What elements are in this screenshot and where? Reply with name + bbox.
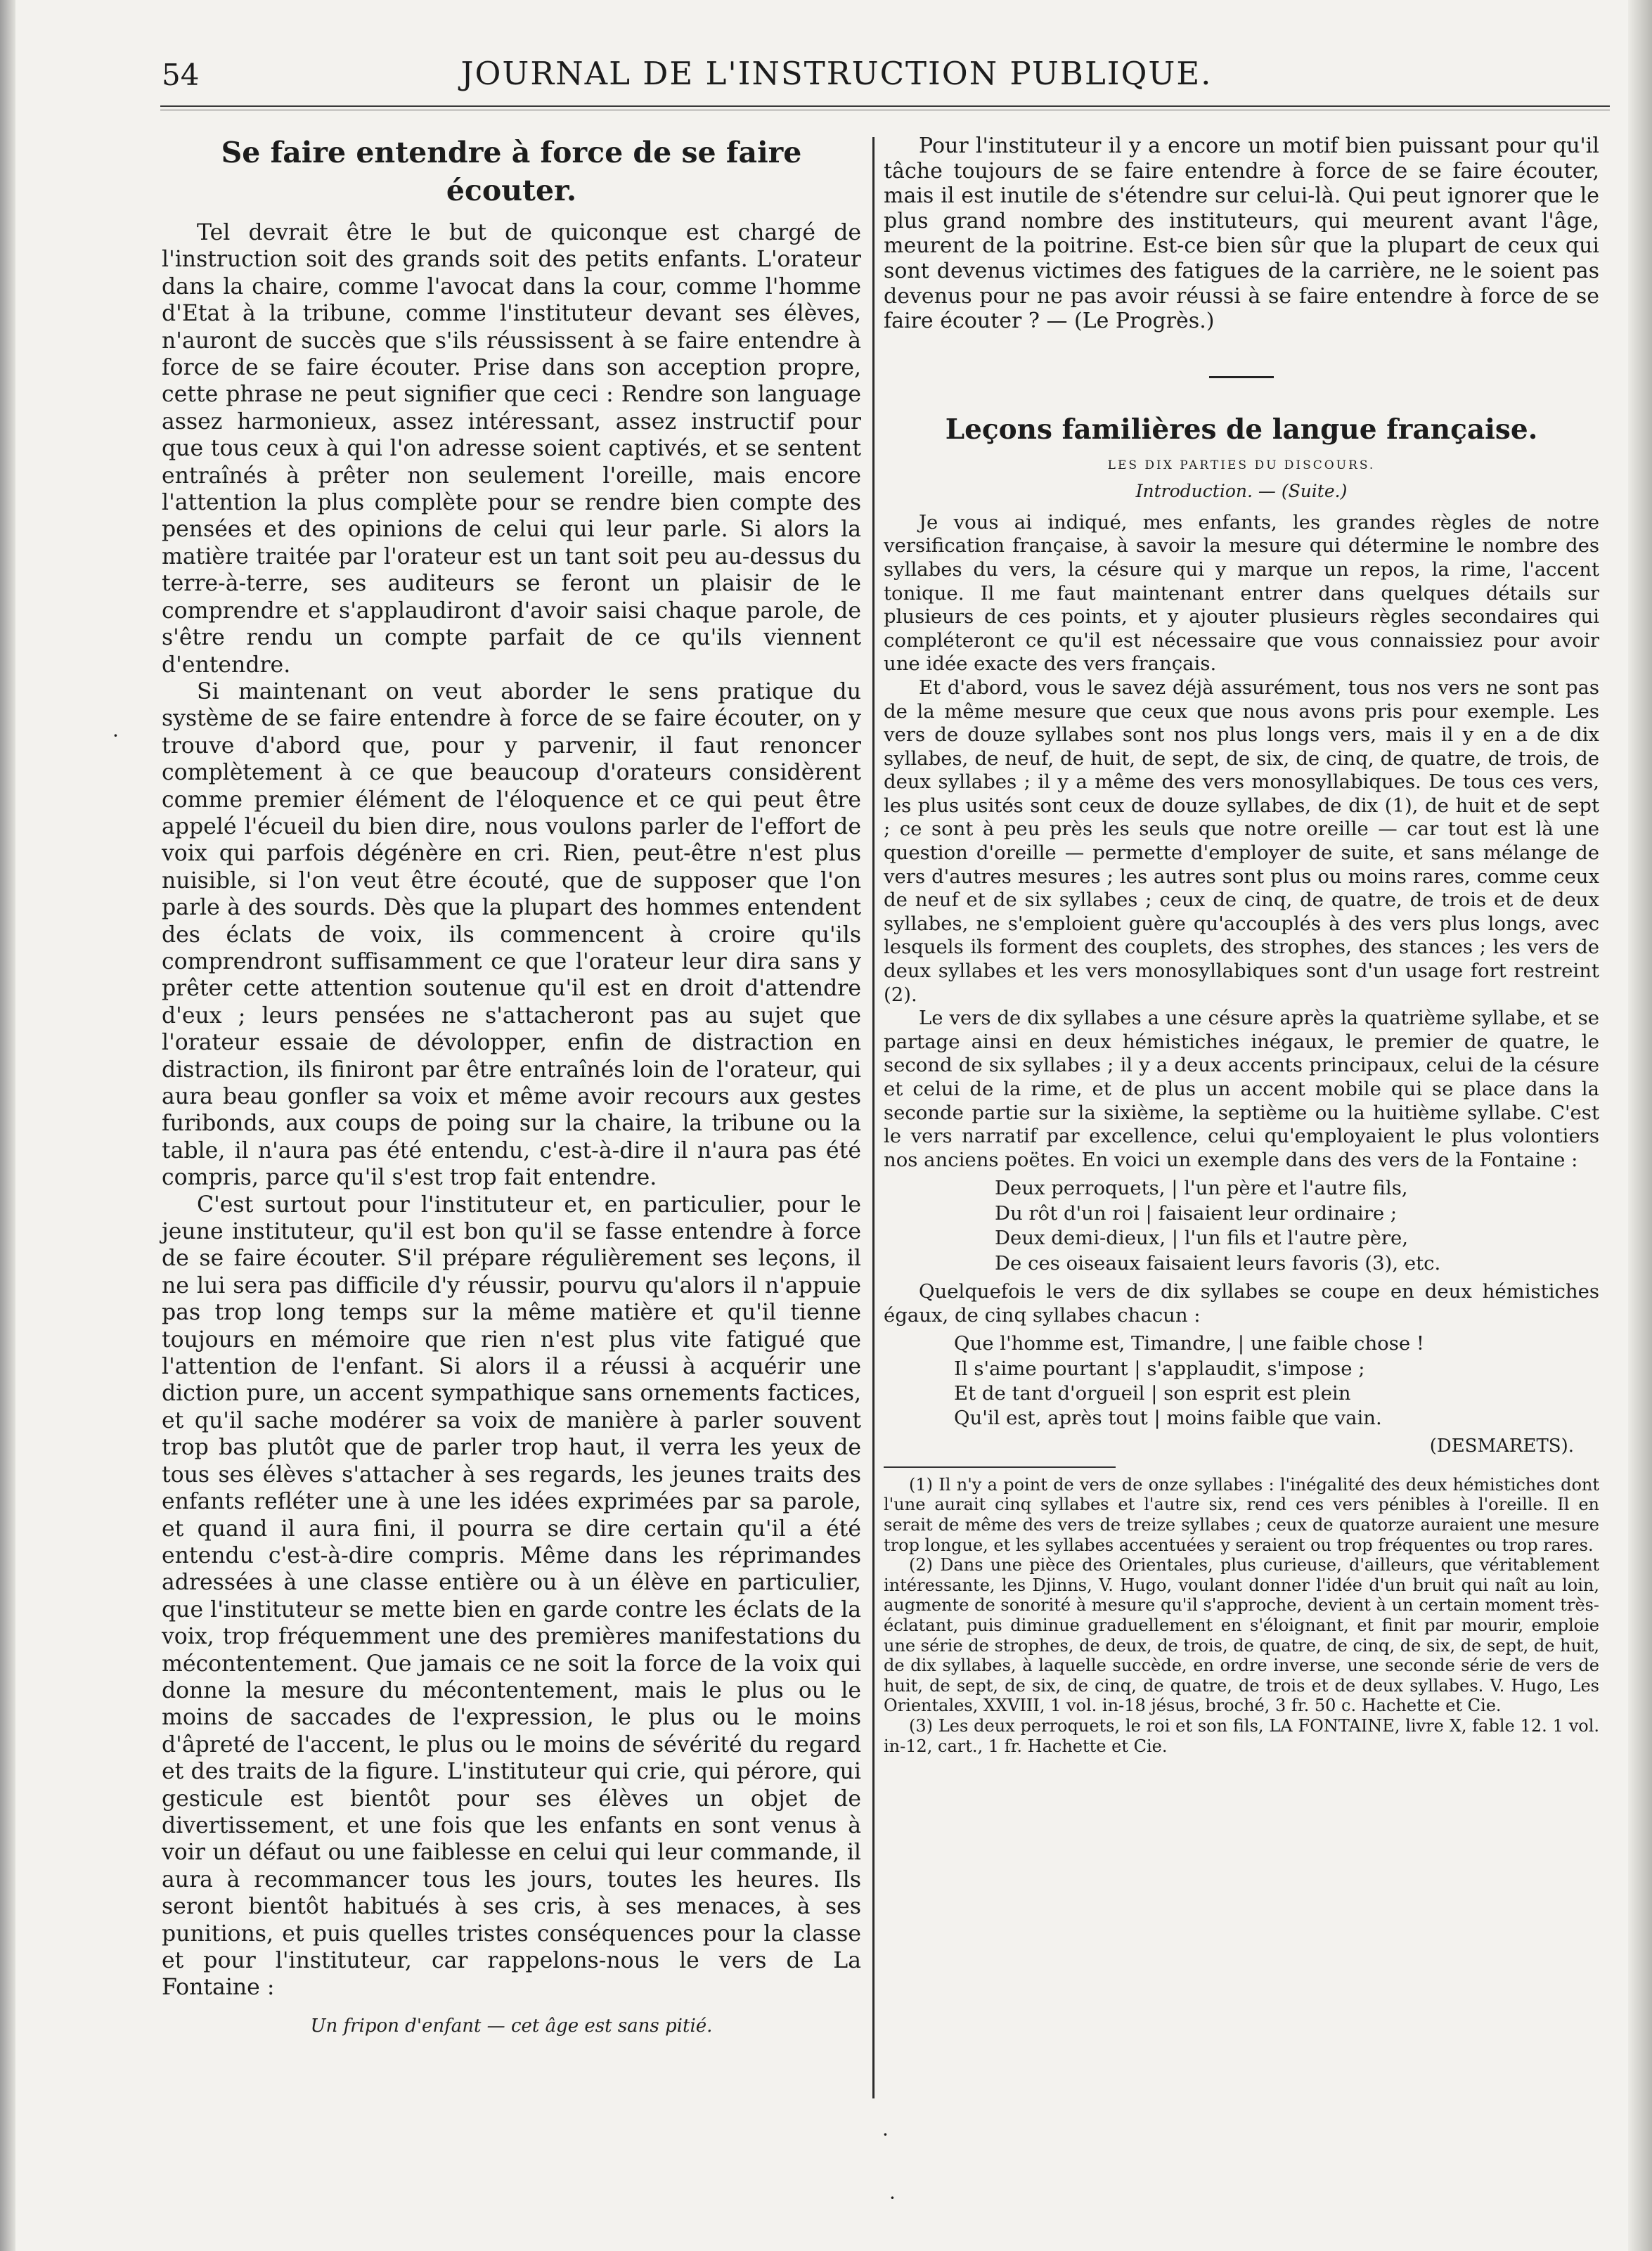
verse-example-1 <box>884 1176 1599 1276</box>
header-rule <box>160 105 1610 107</box>
continuation-block <box>884 134 1599 334</box>
footnote-3: (3) Les deux perroquets, le roi et son fils, LA FONTAINE, livre X, fable 12. 1 vol. in-12, cart., 1 fr. Hachette et Cie. <box>884 1715 1599 1756</box>
lecon-subtitle: LES DIX PARTIES DU DISCOURS. <box>1107 458 1376 472</box>
verse-line: Du rôt d'un roi | faisaient leur ordinaire ; <box>995 1201 1398 1225</box>
ink-speck: · <box>889 2186 896 2210</box>
footnote-rule <box>884 1466 1116 1468</box>
continuation-paragraph: Pour l'instituteur il y a encore un motif bien puissant pour qu'il tâche toujours de se faire entendre à force de se faire écouter, mais il est inutile de s'étendre sur celui-là. Qui peut ignorer que le plus grand nombre des instituteurs, qui meurent avant l'âge, meurent de la poitrine. Est-ce bien sûr que la plupart de ceux qui sont devenus victimes des fatigues de la carrière, ne le soient pas devenus pour ne pas avoir réussi à se faire entendre à force de se faire écouter ? — (Le Progrès.) <box>884 134 1599 334</box>
article-paragraph-1: Tel devrait être le but de quiconque est chargé de l'instruction soit des grands soit des petits enfants. L'orateur dans la chaire, comme l'avocat dans la cour, comme l'homme d'Etat à la tribune, comme l'instituteur devant ses élèves, n'auront de succès que s'ils réussissent à se faire entendre à force de se faire écouter. Prise dans son acception propre, cette phrase ne peut signifier que ceci : Rendre son language assez harmonieux, assez intéressant, assez instructif pour que tous ceux à qui l'on adresse soient captivés, et se sentent entraînés à prêter non seulement l'oreille, mais encore l'attention la plus complète pour se rendre bien compte des pensées et des opinions de celui qui leur parle. Si alors la matière traitée par l'orateur est un tant soit peu au-dessus du terre-à-terre, ses auditeurs se feront un plaisir de le comprendre et s'applaudiront d'avoir saisi chaque parole, de s'être rendu un compte parfait de ce qu'ils viennent d'entendre. <box>162 220 861 678</box>
page-header <box>162 51 1511 100</box>
lecon-body <box>884 511 1599 1173</box>
lecon-mid <box>884 1280 1599 1327</box>
footnote-1: (1) Il n'y a point de vers de onze syllabes : l'inégalité des deux hémistiches dont l'une aurait cinq syllabes et l'autre six, rend ces vers pénibles à l'oreille. Il en serait de même des vers de treize syllabes ; ceux de quatorze auraient une mesure trop longue, et les syllabes accentuées y seraient ou trop fréquentes ou trop rares. <box>884 1474 1599 1555</box>
article-body <box>162 219 861 2001</box>
verse-line: Deux demi-dieux, | l'un fils et l'autre père, <box>995 1227 1409 1250</box>
left-column <box>162 134 861 2037</box>
page-number: 54 <box>162 58 200 92</box>
lecon-paragraph-2: Et d'abord, vous le savez déjà assurément, tous nos vers ne sont pas de la même mesure que ceux que nous avons pris pour exemple. Les vers de douze syllabes sont nos plus longs vers, mais il y en a de dix syllabes, de neuf, de huit, de sept, de six, de cinq, de quatre, de trois, de deux syllabes ; il y a même des vers monosyllabiques. De tous ces vers, les plus usités sont ceux de douze syllabes, de dix (1), de huit et de sept ; ce sont à peu près les seuls que notre oreille — car tout est là une question d'oreille — permette d'employer de suite, et sans mélange de vers d'autres mesures ; les autres sont plus ou moins rares, comme ceux de neuf et de six syllabes ; ceux de cinq, de quatre, de trois et de deux syllabes, ne s'emploient guère qu'accouplés à des vers plus longs, avec lesquels ils forment des couplets, des strophes, des stances ; les vers de deux syllabes et les vers monosyllabiques sont d'un usage fort restreint (2). <box>884 676 1599 1006</box>
ink-speck: · <box>112 724 119 747</box>
verse-line: Deux perroquets, | l'un père et l'autre fils, <box>995 1177 1408 1200</box>
section-separator <box>1209 376 1274 378</box>
ink-speck: · <box>882 2123 889 2146</box>
verse-example-2 <box>884 1331 1599 1431</box>
lecon-mid-paragraph: Quelquefois le vers de dix syllabes se coupe en deux hémistiches égaux, de cinq syllabes chacun : <box>884 1280 1599 1327</box>
lecon-paragraph-1: Je vous ai indiqué, mes enfants, les grandes règles de notre versification française, à savoir la mesure qui détermine le nombre des syllabes du vers, la césure qui y marque un repos, la rime, l'accent tonique. Il me faut maintenant entrer dans quelques détails sur plusieurs de ces points, et y ajouter plusieurs règles secondaires qui compléteront ce qu'il est nécessaire que vous connaissiez pour avoir une idée exacte des vers français. <box>884 510 1599 676</box>
verse-line: Qu'il est, après tout | moins faible que vain. <box>954 1407 1382 1430</box>
verse-attribution: (DESMARETS). <box>1429 1435 1574 1457</box>
lecon-paragraph-3: Le vers de dix syllabes a une césure après la quatrième syllabe, et se partage ainsi en deux hémistiches inégaux, le premier de quatre, le second de six syllabes ; il y a deux accents principaux, celui de la césure et celui de la rime, et de plus un accent mobile qui se place dans la seconde partie sur la sixième, la septième ou la huitième syllabe. C'est le vers narratif par excellence, celui qu'employaient le plus volontiers nos anciens poëtes. En voici un exemple dans des vers de la Fontaine : <box>884 1007 1599 1171</box>
right-column <box>884 134 1599 1756</box>
footnotes <box>884 1475 1599 1756</box>
footnote-2: (2) Dans une pièce des Orientales, plus curieuse, d'ailleurs, que véritablement intéressante, les Djinns, V. Hugo, voulant donner l'idée d'un bruit qui naît au loin, augmente de sonorité à mesure qu'il s'approche, devient à un certain moment très-éclatant, puis diminue graduellement en s'éloignant, et finit par mourir, emploie une série de strophes, de deux, de trois, de quatre, de cinq, de six, de sept, de huit, de dix syllabes, à laquelle succède, en ordre inverse, une seconde série de vers de huit, de sept, de six, de cinq, de quatre, de trois et de deux syllabes. V. Hugo, Les Orientales, XXVIII, 1 vol. in-18 jésus, broché, 3 fr. 50 c. Hachette et Cie. <box>884 1555 1599 1716</box>
verse-line: Que l'homme est, Timandre, | une faible chose ! <box>954 1332 1424 1355</box>
lecon-title: Leçons familières de langue française. <box>945 413 1538 446</box>
lecon-intro: Introduction. — (Suite.) <box>1135 480 1348 501</box>
verse-line: De ces oiseaux faisaient leurs favoris (3), etc. <box>995 1251 1441 1275</box>
journal-title: JOURNAL DE L'INSTRUCTION PUBLIQUE. <box>460 55 1213 92</box>
article-paragraph-3: C'est surtout pour l'instituteur et, en particulier, pour le jeune instituteur, qu'il est bon qu'il se fasse entendre à force de se faire écouter. S'il prépare régulièrement ses leçons, il ne lui sera pas difficile d'y réussir, pourvu qu'alors il n'appuie pas trop long temps sur la même matière et qu'il tienne toujours en mémoire que rien n'est plus vite fatigué que l'attention de l'enfant. Si alors il a réussi à acquérir une diction pure, un accent sympathique sans ornements factices, et qu'il sache modérer sa voix de manière à parler souvent trop bas plutôt que de parler trop haut, il verra les yeux de tous ses élèves s'attacher à ses regards, les jeunes traits des enfants refléter une à une les idées exprimées par sa parole, et quand il aura fini, il pourra se dire certain qu'il a été entendu c'est-à-dire compris. Même dans les réprimandes adressées à une classe entière ou à un élève en particulier, que l'instituteur se mette bien en garde contre les éclats de la voix, trop fréquemment une des premières manifestations du mécontentement. Que jamais ce ne soit la force de la voix qui donne la mesure du mécontentement, mais le plus ou le moins de saccades de l'expression, le plus ou le moins d'âpreté de l'accent, le plus ou le moins de sévérité du regard et des traits de la figure. L'instituteur qui crie, qui pérore, qui gesticule est bientôt pour ses élèves un objet de divertissement, et une fois que les enfants en sont venus à voir un défaut ou une faiblesse en celui qui leur commande, il aura à recommancer tous les jours, toutes les heures. Ils seront bientôt habitués à ses cris, à ses menaces, à ses punitions, et puis quelles tristes conséquences pour la classe et pour l'instituteur, car rappelons-nous le vers de La Fontaine : <box>162 1192 861 2001</box>
article-quote: Un fripon d'enfant — cet âge est sans pitié. <box>310 2015 713 2037</box>
verse-line: Et de tant d'orgueil | son esprit est plein <box>954 1382 1351 1405</box>
article-paragraph-2: Si maintenant on veut aborder le sens pratique du système de se faire entendre à force de se faire écouter, on y trouve d'abord que, pour y parvenir, il faut renoncer complètement à ce que beaucoup d'orateurs considèrent comme premier élément de l'éloquence et ce qui peut être appelé l'écueil du bien dire, nous voulons parler de l'effort de voix qui parfois dégénère en cri. Rien, peut-être n'est plus nuisible, si l'on veut être écouté, que de supposer que l'on parle à des sourds. Dès que la plupart des hommes entendent des éclats de voix, ils commencent à croire qu'ils comprendront suffisamment ce que l'orateur leur dira sans y prêter cette attention soutenue qu'il est en droit d'attendre d'eux ; leurs pensées ne s'attacheront pas au sujet que l'orateur essaie de dévolopper, enfin de distraction en distraction, ils finiront par être entraînés loin de l'orateur, qui aura beau gonfler sa voix et même avoir recours aux gestes furibonds, aux coups de poing sur la chaire, la tribune ou la table, il n'aura pas été entendu, c'est-à-dire il n'aura pas été compris, parce qu'il s'est trop fait entendre. <box>162 678 861 1191</box>
article-title: Se faire entendre à force de se faire écouter. <box>221 136 802 207</box>
verse-line: Il s'aime pourtant | s'applaudit, s'impose ; <box>954 1357 1365 1380</box>
column-divider <box>872 137 875 2098</box>
